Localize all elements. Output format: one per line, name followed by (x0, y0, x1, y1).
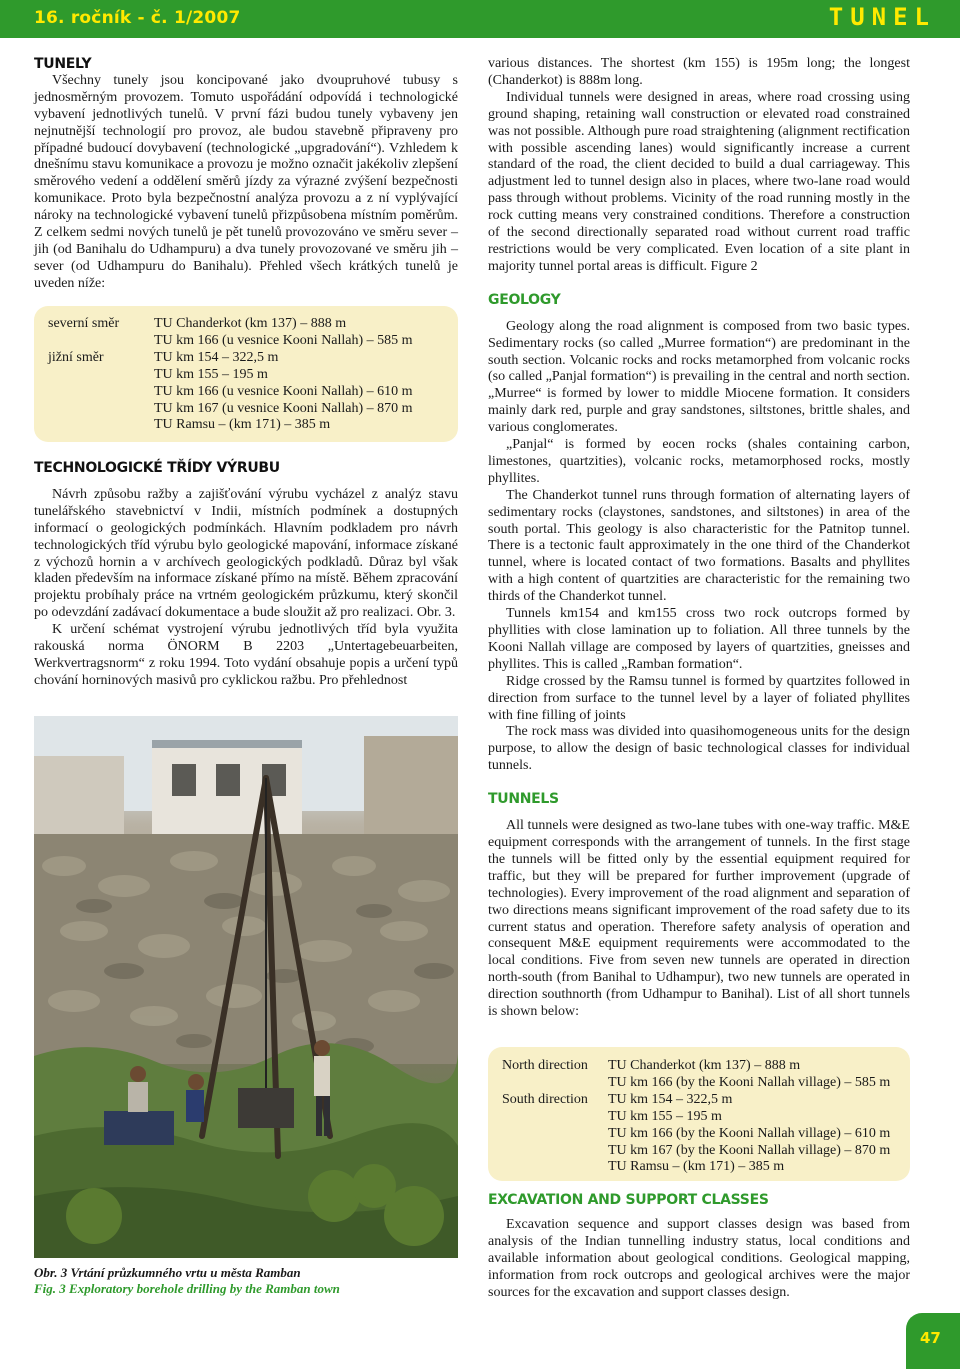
paragraph-geology-4: Tunnels km154 and km155 cross two rock outcrops formed by phyllities with close lamination up to foliation. All three tunnels by the Kooni Nallah village are composed by layers of quartzities, gneisses and phyllites. This is called „Ramban formation“. (488, 606, 910, 672)
table-row (502, 1109, 890, 1126)
right-column (488, 56, 910, 1021)
paragraph-tunnels: All tunnels were designed as two-lane tubes with one-way traffic. M&E equipment corresponds with the arrangement of tunnels. In the first stage the tunnels will be fitted only by the essential equipment required for traffic, but they will be prepared for further improvement (upgrade of technologies). Every improvement of the road alignment and separation of two directions means significant improvement of the road safety due to its current status and operation. Therefore safety analysis of operation and consequent M&E equipment requirements were accommodated to the local conditions. Five from seven new tunnels are operated in direction north-south (from Banihal to Udhampur), two new tunnels are operated in direction southnorth (from Udhampur to Banihal). List of all short tunnels is shown below: (488, 818, 910, 1020)
tunnel-cell: TU km 154 – 322,5 m (154, 349, 279, 365)
table-row (502, 1126, 890, 1143)
direction-cell (502, 1126, 608, 1143)
tunnel-list-box-en (488, 1047, 910, 1181)
direction-cell (502, 1075, 608, 1092)
right-column-lower (488, 1192, 910, 1301)
tunnel-cell: TU km 155 – 195 m (608, 1108, 722, 1124)
table-row (502, 1058, 890, 1075)
heading-tunely: TUNELY (34, 56, 92, 72)
issue-label: 16. ročník - č. 1/2007 (34, 8, 241, 28)
tunnel-cell: TU km 166 (u vesnice Kooni Nallah) – 585 m (154, 332, 413, 348)
direction-cell (48, 401, 154, 418)
tunnel-list-table-cz (48, 316, 413, 434)
direction-cell: South direction (502, 1091, 588, 1107)
table-row (502, 1075, 890, 1092)
tunnel-cell: TU Ramsu – (km 171) – 385 m (608, 1159, 785, 1175)
table-row (502, 1143, 890, 1160)
direction-cell (502, 1143, 608, 1160)
table-row (48, 384, 413, 401)
paragraph-classes-2: K určení schémat vystrojení výrubu jednotlivých tříd byla využita rakouská norma ÖNORM B 2203 „Untertagebeuarbeiten, Werkvertragsnorm“ z roku 1994. Toto vydání obsahuje popis a určení typů chování horninových masivů pro cyklickou ražbu. Pro přehlednost (34, 622, 458, 688)
table-row (48, 401, 413, 418)
table-row (48, 316, 413, 333)
direction-cell (502, 1109, 608, 1126)
left-column-lower (34, 460, 458, 690)
tunnel-cell: TU km 166 (u vesnice Kooni Nallah) – 610 m (154, 383, 413, 399)
caption-en: Fig. 3 Exploratory borehole drilling by the Ramban town (34, 1281, 340, 1296)
paragraph-geology-5: Ridge crossed by the Ramsu tunnel is formed by quartzites followed in direction from surface to the tunnel level by a layer of foliated phyllites with fine filling of joints (488, 673, 910, 723)
tunnel-cell: TU km 167 (by the Kooni Nallah village) – 870 m (608, 1142, 891, 1158)
paragraph-tunely: Všechny tunely jsou koncipované jako dvoupruhové tubusy s jednosměrným provozem. Tomuto uspořádání odpovídá i technologické vybavení jednotlivých tunelů. V první fázi budou tunely vybaveny jen nejnutnější technologií pro provoz, ale budou stavebně připraveny pro případné budoucí dovybavení (technologické „upgradování“). Vzhledem k dnešnímu stavu komunikace a provozu je možno označit jakékoliv zlepšení směrového vedení a oddělení směrů jízdy za výrazné zvýšení bezpečnosti komunikace. Proto byla bezpečnostní analýza provozu a z ní vyplývající nároky na technologické vybavení tunelů přizpůsobena místním poměrům. Z celkem sedmi nových tunelů je pět tunelů provozováno ve směru sever – jih (od Banihalu do Udhampuru) a dva tunely provozované ve směru jih – sever (od Udhampuru do Banihalu). Přehled všech krátkých tunelů je uveden níže: (34, 72, 458, 291)
tunnel-cell: TU Chanderkot (km 137) – 888 m (154, 316, 347, 331)
tunnel-cell: TU km 154 – 322,5 m (608, 1091, 733, 1107)
heading-geology: GEOLOGY (488, 291, 561, 308)
paragraph-excavation: Excavation sequence and support classes design was based from analysis of the Indian tunnelling industry status, local conditions and available information about geological conditions. Geological mapping, information from rock outcrops and geological archives were the major sources for the excavation and support classes design. (488, 1216, 910, 1300)
tunnel-list-table-en (502, 1058, 890, 1176)
tunnel-cell: TU Ramsu – (km 171) – 385 m (154, 417, 331, 433)
direction-cell: severní směr (48, 316, 120, 331)
table-row (502, 1159, 890, 1176)
table-row (48, 350, 413, 367)
tunnel-list-box-cz (34, 306, 458, 442)
paragraph-classes-1: Návrh způsobu ražby a zajišťování výrubu vycházel z analýz stavu tunelářského stavebnictví v Indii, místních podmínek a dostupných informací o geologických podmínkách. Hlavním podkladem pro návrh technologických tříd výrubu bylo geologické mapování, informace získané z výchozů hornin a v archívech geologických podkladů. Důraz byl však kladen především na informace získané přímo na místě. Během zpracování projektu probíhaly práce na vrtném geologickém průzkumu, který skončil po odevzdání zadávací dokumentace a bude sloužit až pro realizaci. Obr. 3. (34, 486, 458, 621)
tunnel-cell: TU km 166 (by the Kooni Nallah village) – 585 m (608, 1074, 891, 1090)
direction-cell: jižní směr (48, 349, 104, 365)
direction-cell (48, 384, 154, 401)
page-number-tab (906, 1313, 960, 1369)
direction-cell: North direction (502, 1058, 588, 1073)
paragraph-geology-3: The Chanderkot tunnel runs through formation of alternating layers of sedimentary rocks (claystones, sandstones, and siltstones) in area of the south portal. This geology is also characteristic for the Patnitop tunnel. There is a tectonic fault approximately in the one third of the Chanderkot tunnel, where is located contact of two formations. Basalts and phyllites with a high content of quartzities are characteristic for the remaining two thirds of the Chanderkot tunnel. (488, 487, 910, 605)
table-row (48, 367, 413, 384)
table-row (502, 1092, 890, 1109)
paragraph-geology-1: Geology along the road alignment is composed from two basic types. Sedimentary rocks (so called „Murree formation“) are predominant in the south section. Volcanic rocks and rocks metamorphed from volcanic rocks (so called „Panjal formation“) is prevailing in the central and north section. „Murree“ is formed by lower to middle Miocene formation. It considers mainly dark red, purple and gray sandstones, siltstones, brittle shales, and various conglomerates. (488, 318, 910, 436)
paragraph-individual-tunnels: Individual tunnels were designed in areas, where road crossing using ground shaping, retaining wall construction or elevated road constrained was not possible. Although pure road straightening (alignment rectification with possible ascending lanes) would significantly increase a current standard of the road, the client decided to build a dual carriageway. This adjustment led to tunnel design also in places, where two-lane road would pass through without problems. Vicinity of the road running mostly in the rock cutting means very constrained conditions. Therefore a construction of the second directionally separated road without current road traffic restrictions would be very complicated. Even location of a site plant in majority tunnel portal areas is difficult. Figure 2 (488, 89, 910, 274)
paragraph-geology-6: The rock mass was divided into quasihomogeneous units for the design purpose, to allow the design of basic technological classes for individual tunnels. (488, 724, 910, 774)
magazine-logo: TUNEL (828, 3, 936, 31)
page-header (0, 0, 960, 38)
page-number: 47 (920, 1329, 941, 1347)
paragraph-geology-2: „Panjal“ is formed by eocen rocks (shales containing carbon, limestones, quartzities), volcanic rocks, metamorphosed rocks, mostly phyllites. (488, 437, 910, 486)
direction-cell (48, 333, 154, 350)
tunnel-cell: TU Chanderkot (km 137) – 888 m (608, 1058, 801, 1073)
table-row (48, 417, 413, 434)
paragraph-distances: various distances. The shortest (km 155) is 195m long; the longest (Chanderkot) is 888m long. (488, 56, 910, 88)
heading-excavation: EXCAVATION AND SUPPORT CLASSES (488, 1192, 769, 1208)
tunnel-cell: TU km 155 – 195 m (154, 366, 268, 382)
left-column (34, 56, 458, 293)
tunnel-cell: TU km 166 (by the Kooni Nallah village) – 610 m (608, 1125, 891, 1141)
heading-technologicke-tridy: TECHNOLOGICKÉ TŘÍDY VÝRUBU (34, 460, 280, 476)
direction-cell (48, 417, 154, 434)
borehole-drilling-photo (34, 716, 458, 1258)
tunnel-cell: TU km 167 (u vesnice Kooni Nallah) – 870 m (154, 400, 413, 416)
photo-illustration (34, 716, 458, 1258)
table-row (48, 333, 413, 350)
figure-caption (34, 1265, 458, 1297)
heading-tunnels: TUNNELS (488, 791, 559, 808)
direction-cell (502, 1159, 608, 1176)
caption-cz: Obr. 3 Vrtání průzkumného vrtu u města Ramban (34, 1265, 301, 1280)
direction-cell (48, 367, 154, 384)
